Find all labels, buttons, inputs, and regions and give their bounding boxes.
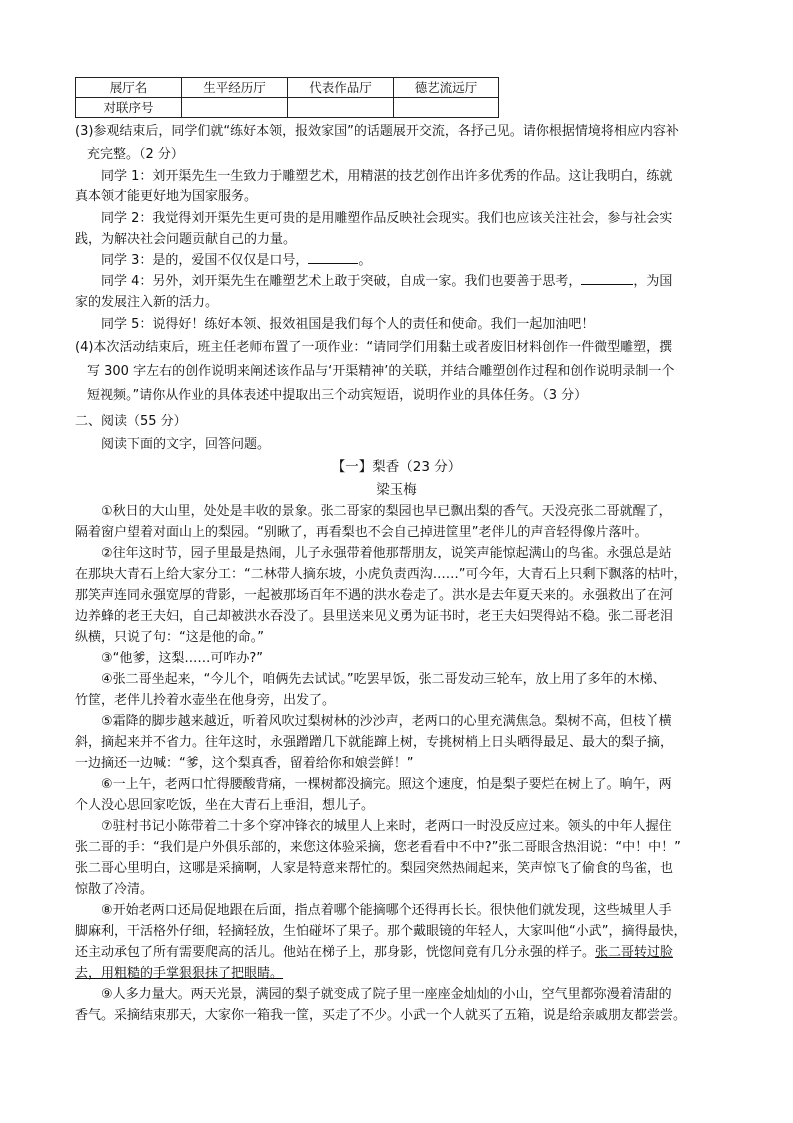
underlined-sentence: 张二哥转过脸 [595, 945, 674, 960]
table-cell: 代表作品厅 [288, 78, 394, 98]
paragraph-line: 香气。采摘结束那天，大家你一箱我一筐，买走了不少。小武一个人就买了五箱，说是给亲戚朋友都尝尝。 [75, 1008, 687, 1023]
paragraph-line [75, 963, 725, 984]
student-4-line-1 [101, 271, 751, 292]
answer-cell[interactable] [394, 98, 499, 118]
student-3-text: 同学 3：是的，爱国不仅仅是口号， [101, 253, 309, 268]
paragraph-text: 还主动承包了所有需要爬高的活儿。他站在梯子上，那身影，恍惚间竟有几分永强的样子。 [75, 945, 596, 960]
paragraph-line: ⑤霜降的脚步越来越近，听着风吹过梨树林的沙沙声，老两口的心里充满焦急。梨树不高，但枝丫横 [101, 714, 672, 729]
paragraph-line: ①秋日的大山里，处处是丰收的景象。张二哥家的梨园也早已飘出梨的香气。天没亮张二哥就醒了， [101, 504, 672, 519]
paragraph-line: 张二哥心里明白，这哪是采摘啊，人家是特意来帮忙的。梨园突然热闹起来，笑声惊飞了偷食的鸟雀，也 [75, 861, 674, 876]
paragraph-line: 脚麻利，干活格外仔细，轻摘轻放，生怕碰坏了果子。那个戴眼镜的年轻人，大家叫他“小武”，摘得最快， [75, 924, 687, 939]
question-3-line-1: (3)参观结束后，同学们就“练好本领，报效家国”的话题展开交流，各抒己见。请你根据情境将相应内容补 [75, 124, 679, 139]
paragraph-line: ②往年这时节，园子里最是热闹，儿子永强带着他那帮朋友，说笑声能惊起满山的鸟雀。永强总是站 [101, 546, 672, 561]
answer-cell[interactable] [288, 98, 394, 118]
paragraph-line: 斜，摘起来并不省力。往年这时，永强蹭蹭几下就能蹿上树，专挑树梢上日头晒得最足、最大的梨子摘， [75, 735, 674, 750]
student-2-line-2: 践，为解决社会问题贡献自己的力量。 [75, 232, 297, 247]
section-heading: 二、阅读（55 分） [75, 414, 187, 429]
reading-instruction: 阅读下面的文字，回答问题。 [101, 437, 271, 452]
student-3-end: 。 [358, 253, 372, 268]
paragraph-line: 边养蜂的老王夫妇，自己却被洪水吞没了。县里送来见义勇为证书时，老王夫妇哭得站不稳。张二哥老泪 [75, 609, 674, 624]
paragraph-line: 张二哥的手：“我们是户外俱乐部的，来您这体验采摘，您老看看中不中?”张二哥眼含热泪说：“中！中！” [75, 840, 681, 855]
passage-author: 梁玉梅 [376, 482, 417, 498]
paragraph-line [75, 942, 725, 963]
student-4-line-2: 家的发展注入新的活力。 [75, 295, 219, 310]
table-header-row [76, 78, 499, 98]
question-4-line-2: 写 300 字左右的创作说明来阐述该作品与‘开渠精神’的关联，并结合雕塑创作过程和创作说明录制一个 [87, 364, 675, 379]
table-cell: 对联序号 [76, 98, 182, 118]
question-4-line-1: (4)本次活动结束后，班主任老师布置了一项作业：“请同学们用黏土或者废旧材料创作一件微型雕塑，撰 [75, 340, 673, 355]
student-5-line: 同学 5：说得好！练好本领、报效祖国是我们每个人的责任和使命。我们一起加油吧！ [101, 317, 595, 332]
student-4-end: ，为国 [633, 274, 673, 289]
paragraph-line: 隔着窗户望着对面山上的梨园。“别瞅了，再看梨也不会自己掉进筐里”老伴儿的声音轻得像片落叶。 [75, 525, 648, 540]
table-cell: 德艺流远厅 [394, 78, 499, 98]
student-2-line-1: 同学 2：我觉得刘开渠先生更可贵的是用雕塑作品反映社会现实。我们也应该关注社会，参与社会实 [101, 211, 673, 226]
paragraph-line: ⑥一上午，老两口忙得腰酸背痛，一棵树都没摘完。照这个速度，怕是梨子要烂在树上了。晌午，两 [101, 777, 672, 792]
table-cell: 生平经历厅 [182, 78, 288, 98]
paragraph-line: 在那块大青石上给大家分工：“二林带人摘东坡，小虎负责西沟……”可今年，大青石上只剩下飘落的枯叶， [75, 567, 687, 582]
student-4-text: 同学 4：另外，刘开渠先生在雕塑艺术上敢于突破，自成一家。我们也要善于思考， [101, 274, 582, 289]
passage-title: 【一】梨香（23 分） [331, 459, 462, 475]
student-1-line-1: 同学 1：刘开渠先生一生致力于雕塑艺术，用精湛的技艺创作出许多优秀的作品。这让我明白，练就 [101, 169, 673, 184]
paragraph-line: ⑨人多力量大。两天光景，满园的梨子就变成了院子里一座座金灿灿的小山，空气里都弥漫着清甜的 [101, 987, 672, 1002]
paragraph-line: 一边摘还一边喊：“爹，这个梨真香，留着给你和娘尝鲜！” [75, 756, 414, 771]
answer-cell[interactable] [182, 98, 288, 118]
paragraph-line: ⑧开始老两口还局促地跟在后面，指点着哪个能摘哪个还得再长长。很快他们就发现，这些城里人手 [101, 903, 672, 918]
paragraph-line: ④张二哥坐起来，“今儿个，咱俩先去试试。”吃罢早饭，张二哥发动三轮车，放上用了多年的木梯、 [101, 672, 666, 687]
table-cell: 展厅名 [76, 78, 182, 98]
underlined-sentence: 去，用粗糙的手掌狠狠抹了把眼睛。 [75, 966, 284, 981]
paragraph-line: ③“他爹，这梨……可咋办?” [101, 651, 264, 666]
paragraph-line: 那笑声连同永强宽厚的背影，一起被那场百年不遇的洪水卷走了。洪水是去年夏天来的。永强救出了在河 [75, 588, 674, 603]
paragraph-line: 惊散了冷清。 [75, 882, 154, 897]
student-3-line [101, 250, 751, 271]
table-row [76, 98, 499, 118]
question-4-line-3: 短视频。”请你从作业的具体表述中提取出三个动宾短语，说明作业的具体任务。（3 分） [87, 388, 588, 403]
paragraph-line: 竹筐，老伴儿拎着水壶坐在他身旁，出发了。 [75, 693, 336, 708]
answer-blank[interactable] [308, 251, 358, 264]
answer-blank[interactable] [581, 272, 633, 285]
paragraph-line: ⑦驻村书记小陈带着二十多个穿冲锋衣的城里人上来时，老两口一时没反应过来。领头的中年人握住 [101, 819, 672, 834]
paragraph-line: 纵横，只说了句：“这是他的命。” [75, 630, 264, 645]
question-3-line-2: 充完整。（2 分） [87, 147, 184, 162]
student-1-line-2: 真本领才能更好地为国家服务。 [75, 189, 258, 204]
paragraph-line: 个人没心思回家吃饭，坐在大青石上垂泪，想儿子。 [75, 798, 375, 813]
exhibition-hall-table [75, 77, 499, 118]
